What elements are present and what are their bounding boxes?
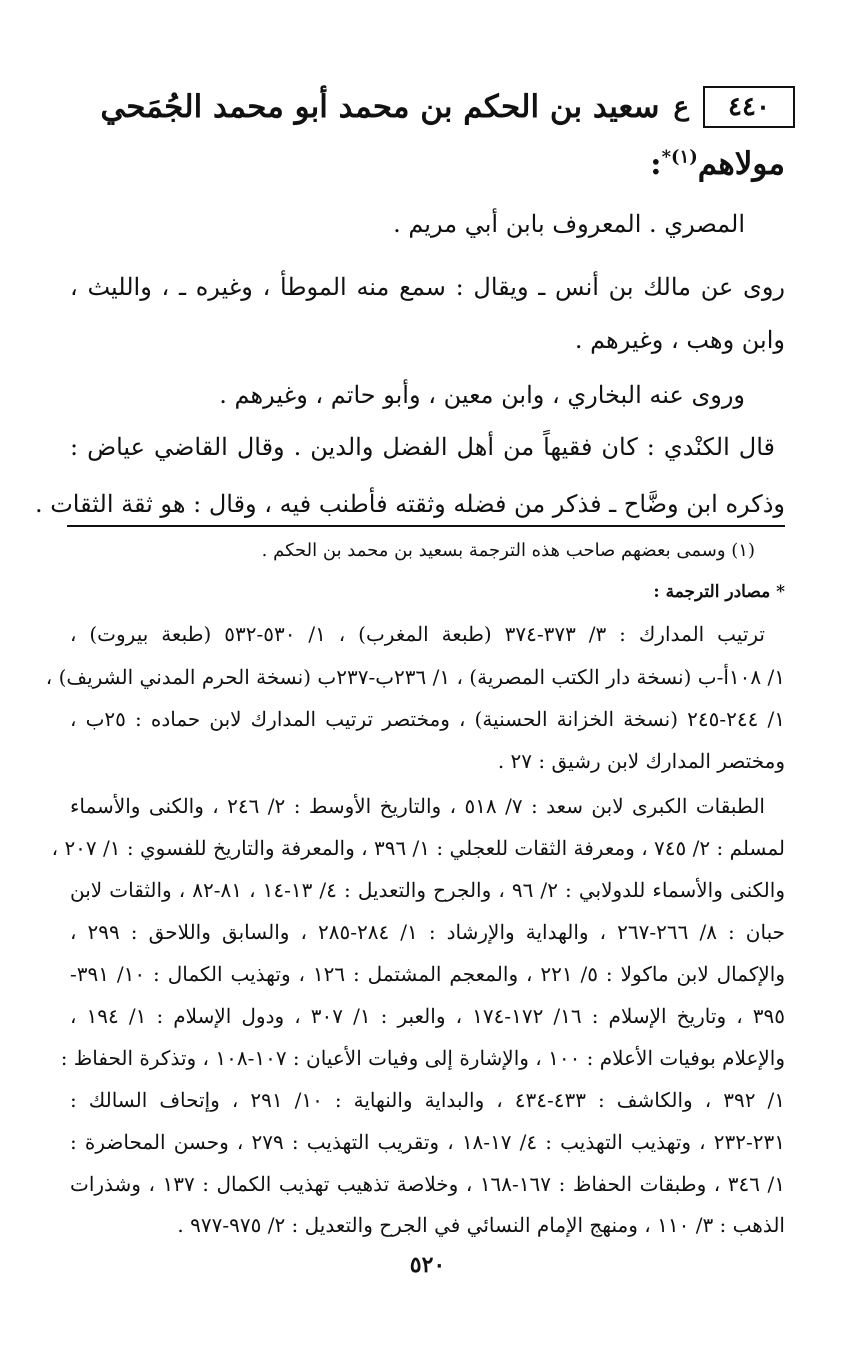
body-line-2: روى عن مالك بن أنس ـ ويقال : سمع منه الموطأ ، وغيره ـ ، والليث ،: [70, 273, 785, 301]
footnote-ref: (١)*: [661, 146, 698, 168]
sources-line: ومختصر المدارك لابن رشيق : ٢٧ .: [497, 749, 785, 773]
body-line-1: المصري . المعروف بابن أبي مريم .: [393, 210, 745, 238]
body-line-4: وروى عنه البخاري ، وابن معين ، وأبو حاتم ، وغيرهم .: [219, 381, 745, 409]
sources-line: والكنى والأسماء للدولابي : ٢/ ٩٦ ، والجرح والتعديل : ٤/ ١٣-١٤ ، ٨١-٨٢ ، والثقات لابن: [70, 878, 785, 902]
body-line-5: قال الكنْدي : كان فقيهاً من أهل الفضل والدين . وقال القاضي عياض :: [70, 433, 775, 461]
sources-line: ٢٣١-٢٣٢ ، وتهذيب التهذيب : ٤/ ١٧-١٨ ، وتقريب التهذيب : ٢٧٩ ، وحسن المحاضرة :: [70, 1130, 786, 1154]
sources-line: لمسلم : ٢/ ٧٤٥ ، ومعرفة الثقات للعجلي : ١/ ٣٩٦ ، والمعرفة والتاريخ للفسوي : ١/ ٢٠٧ ،: [51, 836, 785, 860]
sources-line: ١/ ٣٤٦ ، وطبقات الحفاظ : ١٦٧-١٦٨ ، وخلاصة تذهيب تهذيب الكمال : ١٣٧ ، وشذرات: [70, 1172, 785, 1196]
sources-line: والإعلام بوفيات الأعلام : ١٠٠ ، والإشارة إلى وفيات الأعيان : ١٠٧-١٠٨ ، وتذكرة الحفاظ :: [60, 1046, 785, 1070]
sources-line: ١/ ٢٤٤-٢٤٥ (نسخة الخزانة الحسنية) ، ومختصر ترتيب المدارك لابن حماده : ٢٥ب ،: [70, 707, 785, 731]
entry-title-end: :: [650, 146, 662, 182]
sources-line: ١/ ١٠٨أ-ب (نسخة دار الكتب المصرية) ، ١/ ٢٣٦ب-٢٣٧ب (نسخة الحرم المدني الشريف) ،: [45, 665, 785, 689]
sources-line: والإكمال لابن ماكولا : ٥/ ٢٢١ ، والمعجم المشتمل : ١٢٦ ، وتهذيب الكمال : ١٠/ ٣٩١-: [70, 962, 785, 986]
footnote-separator: [67, 525, 785, 527]
page-number: ٥٢٠: [409, 1252, 446, 1278]
body-line-6: وذكره ابن وضَّاح ـ فذكر من فضله وثقته فأطنب فيه ، وقال : هو ثقة الثقات .: [34, 490, 785, 518]
sources-line: حبان : ٨/ ٢٦٦-٢٦٧ ، والهداية والإرشاد : ١/ ٢٨٤-٢٨٥ ، والسابق واللاحق : ٢٩٩ ،: [70, 920, 785, 944]
footnote-1: (١) وسمى بعضهم صاحب هذه الترجمة بسعيد بن محمد بن الحكم .: [261, 540, 755, 561]
entry-number-box: ٤٤٠: [703, 86, 795, 128]
entry-heading: [55, 86, 795, 128]
sources-heading: * مصادر الترجمة :: [653, 582, 785, 602]
sources-line: ٣٩٥ ، وتاريخ الإسلام : ١٦/ ١٧٢-١٧٤ ، والعبر : ١/ ٣٠٧ ، ودول الإسلام : ١/ ١٩٤ ،: [70, 1004, 785, 1028]
body-line-3: وابن وهب ، وغيرهم .: [574, 326, 785, 354]
entry-title-continued: [650, 146, 785, 182]
sources-line: الطبقات الكبرى لابن سعد : ٧/ ٥١٨ ، والتاريخ الأوسط : ٢/ ٢٤٦ ، والكنى والأسماء: [70, 794, 765, 818]
entry-title: سعيد بن الحكم بن محمد أبو محمد الجُمَحي: [100, 89, 660, 125]
sources-line: ترتيب المدارك : ٣/ ٣٧٣-٣٧٤ (طبعة المغرب) ، ١/ ٥٣٠-٥٣٢ (طبعة بيروت) ،: [70, 622, 765, 646]
sources-line: الذهب : ٣/ ١١٠ ، ومنهج الإمام النسائي في الجرح والتعديل : ٢/ ٩٧٥-٩٧٧ .: [177, 1213, 785, 1237]
entry-symbol: ع: [673, 92, 689, 122]
sources-line: ١/ ٣٩٢ ، والكاشف : ٤٣٣-٤٣٤ ، والبداية والنهاية : ١٠/ ٢٩١ ، وإتحاف السالك :: [70, 1088, 785, 1112]
entry-title-cont: مولاهم: [697, 146, 785, 182]
